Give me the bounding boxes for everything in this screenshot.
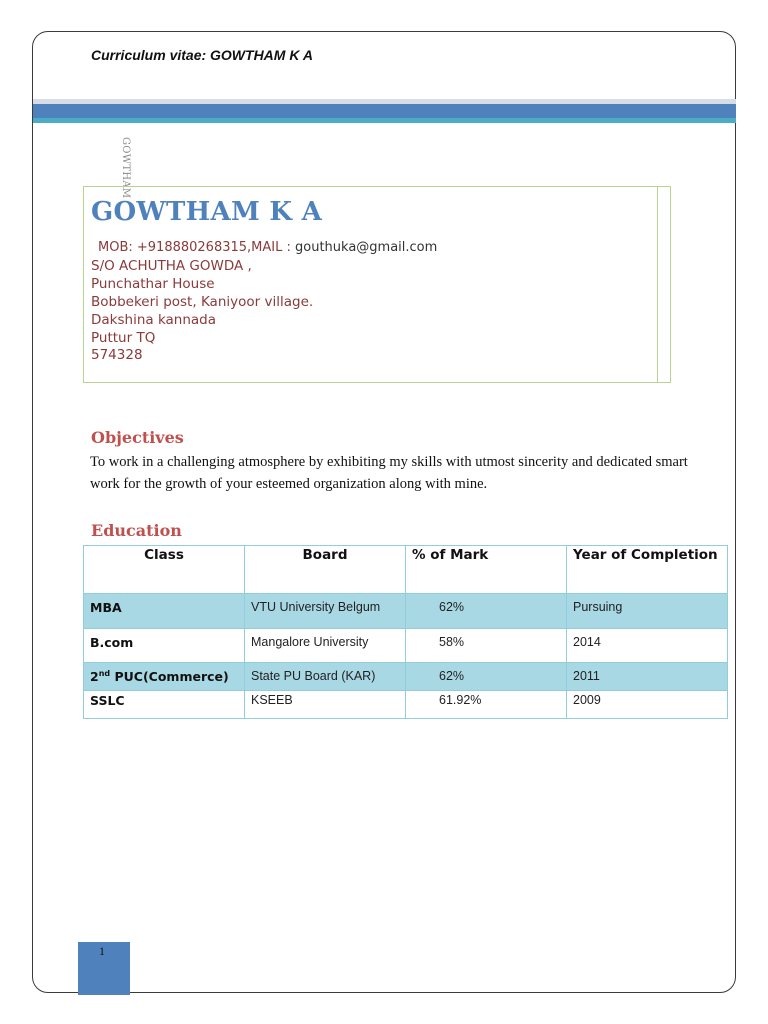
mobile-label: MOB: +918880268315,MAIL : — [98, 240, 291, 255]
table-header-row — [84, 546, 728, 594]
page-number: 1 — [99, 944, 105, 958]
column-header: Year of Completion — [567, 546, 728, 594]
address-line: Punchathar House — [91, 276, 215, 292]
mark-cell: 58% — [406, 629, 567, 663]
table-row — [84, 691, 728, 719]
education-table — [83, 545, 728, 719]
mark-cell: 62% — [406, 663, 567, 691]
address-line: 574328 — [91, 347, 143, 363]
table-row — [84, 629, 728, 663]
mark-cell: 62% — [406, 594, 567, 629]
year-cell: 2009 — [567, 691, 728, 719]
header-band-teal — [33, 118, 736, 123]
year-cell: 2011 — [567, 663, 728, 691]
year-cell: Pursuing — [567, 594, 728, 629]
class-cell-number: 2 — [90, 669, 99, 685]
board-cell: KSEEB — [245, 691, 406, 719]
table-row — [84, 594, 728, 629]
column-header: % of Mark — [406, 546, 567, 594]
address-line: Bobbekeri post, Kaniyoor village. — [91, 294, 314, 310]
column-header: Class — [84, 546, 245, 594]
class-cell-rest: PUC(Commerce) — [110, 669, 229, 685]
class-cell: SSLC — [84, 691, 245, 719]
class-cell: MBA — [84, 594, 245, 629]
board-cell: VTU University Belgum — [245, 594, 406, 629]
board-cell: State PU Board (KAR) — [245, 663, 406, 691]
class-cell: B.com — [84, 629, 245, 663]
email-link[interactable]: gouthuka@gmail.com — [295, 240, 438, 255]
contact-box-rule — [657, 187, 658, 382]
year-cell: 2014 — [567, 629, 728, 663]
table-row — [84, 663, 728, 691]
class-cell-superscript: nd — [98, 669, 111, 678]
candidate-name: GOWTHAM K A — [91, 197, 323, 227]
header-title: Curriculum vitae: GOWTHAM K A — [91, 47, 313, 63]
board-cell: Mangalore University — [245, 629, 406, 663]
objectives-heading: Objectives — [91, 428, 184, 447]
address-line: Dakshina kannada — [91, 312, 217, 328]
contact-line — [98, 240, 437, 255]
column-header: Board — [245, 546, 406, 594]
page-frame — [32, 31, 736, 993]
class-cell — [84, 663, 245, 691]
objectives-text: To work in a challenging atmosphere by exhibiting my skills with utmost sincerity and dedicated smart work for the growth of your esteemed organization along with mine. — [90, 454, 688, 492]
page-number-badge — [78, 942, 130, 995]
address-line: Puttur TQ — [91, 330, 156, 346]
education-heading: Education — [91, 521, 182, 540]
address-line: S/O ACHUTHA GOWDA , — [91, 258, 252, 274]
side-name-vertical: GOWTHAM — [120, 137, 131, 199]
header-band — [33, 104, 736, 118]
mark-cell: 61.92% — [406, 691, 567, 719]
